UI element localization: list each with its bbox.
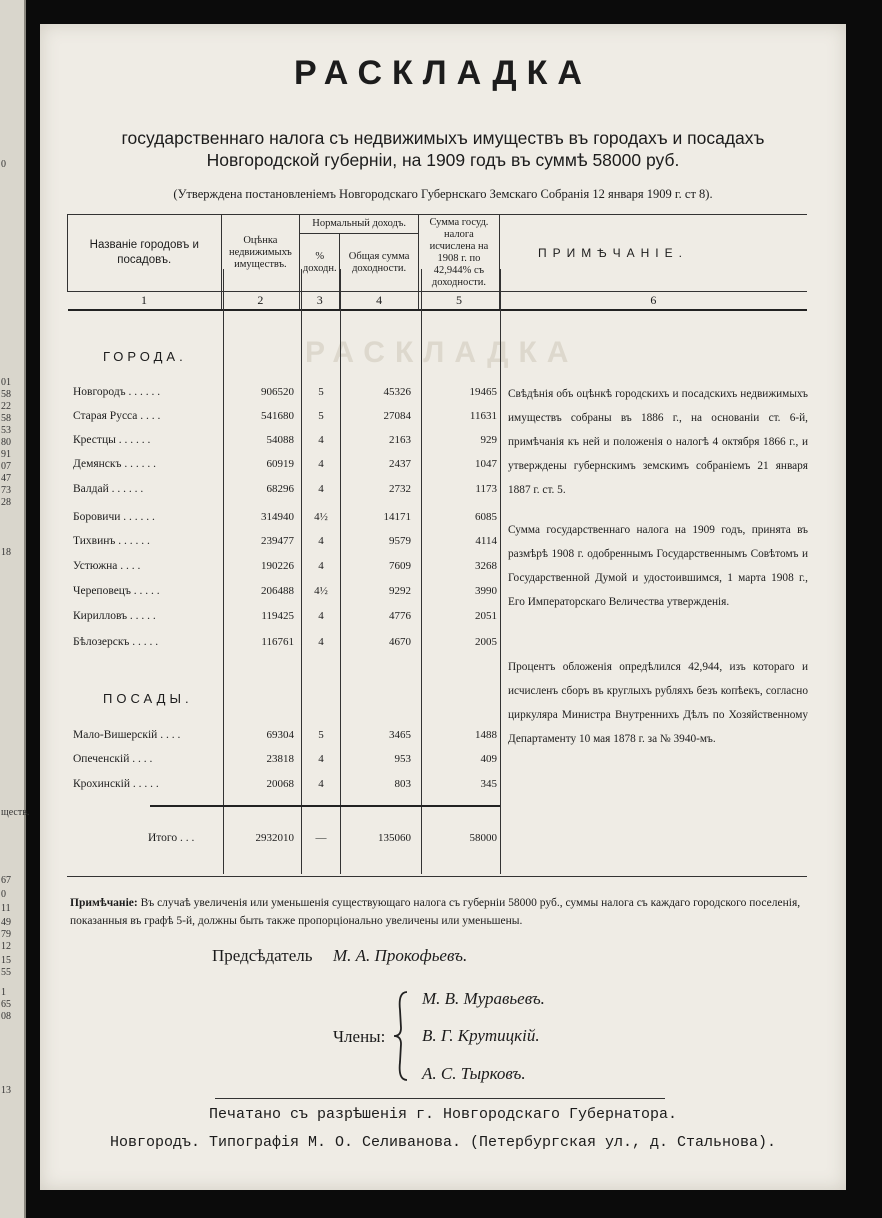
remark-2: Сумма государственнаго налога на 1909 годъ, принята въ размѣрѣ 1908 г. одобреннымъ Государственнымъ Совѣтомъ и Государственной Думой и удостоившимся, 1 марта 1908 г., Его Императорскаго Величества утвержденія.	[508, 524, 808, 608]
row-name: Старая Русса . . . .	[73, 410, 161, 422]
edge-number: 55	[1, 967, 11, 978]
total-valuation: 2932010	[255, 832, 294, 844]
row-pct: 4	[318, 560, 324, 572]
edge-number: 22	[1, 401, 11, 412]
row-pct: 4	[318, 458, 324, 470]
row-name: Череповецъ . . . . .	[73, 585, 160, 597]
permission-line: Печатано съ разрѣшенія г. Новгородскаго Губернатора.	[208, 1106, 678, 1123]
row-valuation: 60919	[266, 458, 294, 470]
row-valuation: 20068	[266, 778, 294, 790]
edge-number: 12	[1, 941, 11, 952]
row-name: Крохинскій . . . . .	[73, 778, 159, 790]
row-name: Крестцы . . . . . .	[73, 434, 151, 446]
edge-number: 80	[1, 437, 11, 448]
row-pct: 4	[318, 610, 324, 622]
edge-number: 79	[1, 929, 11, 940]
row-tax: 3990	[475, 585, 497, 597]
row-valuation: 116761	[261, 636, 294, 648]
row-tax: 6085	[475, 511, 497, 523]
row-tax: 1173	[475, 483, 497, 495]
row-name: Боровичи . . . . . .	[73, 511, 155, 523]
edge-number: 08	[1, 1011, 11, 1022]
edge-number: 1	[1, 987, 6, 998]
section-cities: ГОРОДА.	[103, 349, 187, 364]
row-valuation: 541680	[261, 410, 294, 422]
col-number: 1	[68, 292, 222, 311]
col-number: 2	[221, 292, 300, 311]
row-name: Валдай . . . . . .	[73, 483, 144, 495]
row-income: 7609	[389, 560, 411, 572]
row-tax: 2005	[475, 636, 497, 648]
row-pct: 5	[318, 386, 324, 398]
header-tax-sum: Сумма госуд. налога исчислена на 1908 г. по 42,944% съ доходности.	[419, 215, 500, 292]
row-pct: 4	[318, 636, 324, 648]
row-pct: 4½	[314, 585, 328, 597]
edge-number: 67	[1, 875, 11, 886]
row-pct: 5	[318, 410, 324, 422]
column-rule	[421, 269, 422, 874]
row-tax: 345	[480, 778, 497, 790]
edge-number: 01	[1, 377, 11, 388]
row-name: Демянскъ . . . . . .	[73, 458, 156, 470]
row-tax: 1047	[475, 458, 497, 470]
col-number: 5	[419, 292, 500, 311]
edge-number: 28	[1, 497, 11, 508]
adjacent-page-edge	[0, 0, 30, 1218]
row-tax: 4114	[475, 535, 497, 547]
row-pct: 5	[318, 729, 324, 741]
row-income: 9292	[389, 585, 411, 597]
edge-number: 11	[1, 903, 11, 914]
table-bottom-rule	[67, 876, 807, 877]
row-income: 4776	[389, 610, 411, 622]
row-tax: 409	[480, 753, 497, 765]
row-valuation: 239477	[261, 535, 294, 547]
chairman-name: М. А. Прокофьевъ.	[333, 946, 468, 965]
remark-1: Свѣдѣнія объ оцѣнкѣ городскихъ и посадскихъ недвижимыхъ имуществъ собраны въ 1886 г., на основаніи ст. 6-й, примѣчанія къ ней и положенія о налогѣ 4 октября 1866 г., и утверждены губернскимъ земскимъ собраніемъ 21 января 1887 г. ст. 5.	[508, 388, 808, 496]
total-label: Итого . . .	[148, 832, 195, 844]
remark-3: Процентъ обложенія опредѣлился 42,944, изъ котораго и исчисленъ сборъ въ круглыхъ рубляхъ безъ копѣекъ, согласно циркуляра Министра Внутреннихъ Дѣлъ по Хозяйственному Департаменту 10 мая 1878 г. за № 3940-мъ.	[508, 661, 808, 745]
remarks-header-label: ПРИМѢЧАНІЕ.	[538, 246, 688, 260]
edge-number: 53	[1, 425, 11, 436]
row-income: 3465	[389, 729, 411, 741]
footnote	[70, 894, 810, 930]
row-pct: 4½	[314, 511, 328, 523]
row-valuation: 190226	[261, 560, 294, 572]
row-tax: 11631	[469, 410, 497, 422]
row-pct: 4	[318, 778, 324, 790]
edge-number: 18	[1, 547, 11, 558]
total-tax: 58000	[469, 832, 497, 844]
row-valuation: 54088	[266, 434, 294, 446]
row-income: 27084	[383, 410, 411, 422]
chairman-label: Предсѣдатель	[212, 946, 313, 965]
row-name: Новгородъ . . . . . .	[73, 386, 161, 398]
row-income: 45326	[383, 386, 411, 398]
row-name: Кирилловъ . . . . .	[73, 610, 156, 622]
row-pct: 4	[318, 483, 324, 495]
member-2: В. Г. Крутицкій.	[422, 1026, 540, 1045]
row-valuation: 69304	[266, 729, 294, 741]
row-valuation: 23818	[266, 753, 294, 765]
row-tax: 1488	[475, 729, 497, 741]
document-page	[40, 24, 846, 1190]
row-income: 2437	[389, 458, 411, 470]
row-income: 953	[394, 753, 411, 765]
footnote-label: Примѣчаніе:	[70, 897, 138, 909]
total-pct: —	[315, 832, 327, 844]
col-number: 3	[300, 292, 340, 311]
header-normal-income: Нормальный доходъ.	[300, 215, 419, 234]
row-valuation: 906520	[261, 386, 294, 398]
edge-number: 91	[1, 449, 11, 460]
row-income: 2732	[389, 483, 411, 495]
row-pct: 4	[318, 434, 324, 446]
brace-icon	[392, 990, 412, 1082]
header-valuation: Оцѣнка недвижимыхъ имуществъ.	[221, 215, 300, 292]
row-pct: 4	[318, 753, 324, 765]
row-income: 803	[394, 778, 411, 790]
row-valuation: 314940	[261, 511, 294, 523]
header-total-income: Общая сумма доходности.	[340, 234, 419, 292]
edge-number: 13	[1, 1085, 11, 1096]
edge-number: 65	[1, 999, 11, 1010]
edge-number: 73	[1, 485, 11, 496]
row-income: 14171	[383, 511, 411, 523]
row-valuation: 119425	[261, 610, 294, 622]
row-tax: 2051	[475, 610, 497, 622]
row-valuation: 68296	[266, 483, 294, 495]
printer-line: Новгородъ. Типографія М. О. Селиванова. (Петербургская ул., д. Стальнова).	[109, 1134, 777, 1151]
permission-rule	[215, 1098, 665, 1099]
footnote-text: Въ случаѣ увеличенія или уменьшенія существующаго налога съ губерніи 58000 руб., суммы налога съ каждаго городского поселенія, показанныя въ графѣ 5-й, должны быть также пропорціонально увеличены или уменьшены.	[70, 897, 801, 927]
column-rule	[223, 269, 224, 874]
edge-number: 58	[1, 413, 11, 424]
bleed-through-text: РАСКЛАДКА	[305, 336, 579, 369]
row-name: Устюжна . . . .	[73, 560, 141, 572]
tax-table	[67, 214, 807, 311]
row-pct: 4	[318, 535, 324, 547]
col-number: 6	[499, 292, 807, 311]
subtitle-line-1: государственнаго налога съ недвижимыхъ имуществъ въ городахъ и посадахъ	[121, 128, 765, 148]
row-name: Мало-Вишерскій . . . .	[73, 729, 181, 741]
row-tax: 3268	[475, 560, 497, 572]
header-pct-income: % доходн.	[300, 234, 340, 292]
row-name: Тихвинъ . . . . . .	[73, 535, 150, 547]
edge-number: ществ.	[1, 807, 30, 818]
row-tax: 929	[480, 434, 497, 446]
member-1: М. В. Муравьевъ.	[422, 989, 545, 1008]
row-valuation: 206488	[261, 585, 294, 597]
member-3: А. С. Тырковъ.	[422, 1064, 526, 1083]
subtitle-line-2: Новгородской губерніи, на 1909 годъ въ суммѣ 58000 руб.	[206, 150, 680, 170]
row-income: 2163	[389, 434, 411, 446]
total-income: 135060	[378, 832, 411, 844]
edge-number: 15	[1, 955, 11, 966]
members-label: Члены:	[333, 1027, 386, 1046]
header-name: Названіе городовъ и посадовъ.	[68, 215, 222, 292]
edge-number: 0	[1, 889, 6, 900]
row-income: 9579	[389, 535, 411, 547]
edge-number: 47	[1, 473, 11, 484]
column-rule	[500, 269, 501, 874]
row-name: Бѣлозерскъ . . . . .	[73, 636, 159, 648]
row-tax: 19465	[469, 386, 497, 398]
edge-number: 58	[1, 389, 11, 400]
edge-number: 0	[1, 159, 6, 170]
page-title: РАСКЛАДКА	[294, 54, 592, 92]
approval-note: (Утверждена постановленіемъ Новгородскаго Губернскаго Земскаго Собранія 12 января 1909 г. ст 8).	[173, 187, 713, 201]
row-name: Опеченскій . . . .	[73, 753, 153, 765]
edge-number: 07	[1, 461, 11, 472]
row-income: 4670	[389, 636, 411, 648]
section-posads: ПОСАДЫ.	[103, 691, 193, 706]
total-rule	[150, 805, 500, 807]
edge-number: 49	[1, 917, 11, 928]
col-number: 4	[340, 292, 419, 311]
